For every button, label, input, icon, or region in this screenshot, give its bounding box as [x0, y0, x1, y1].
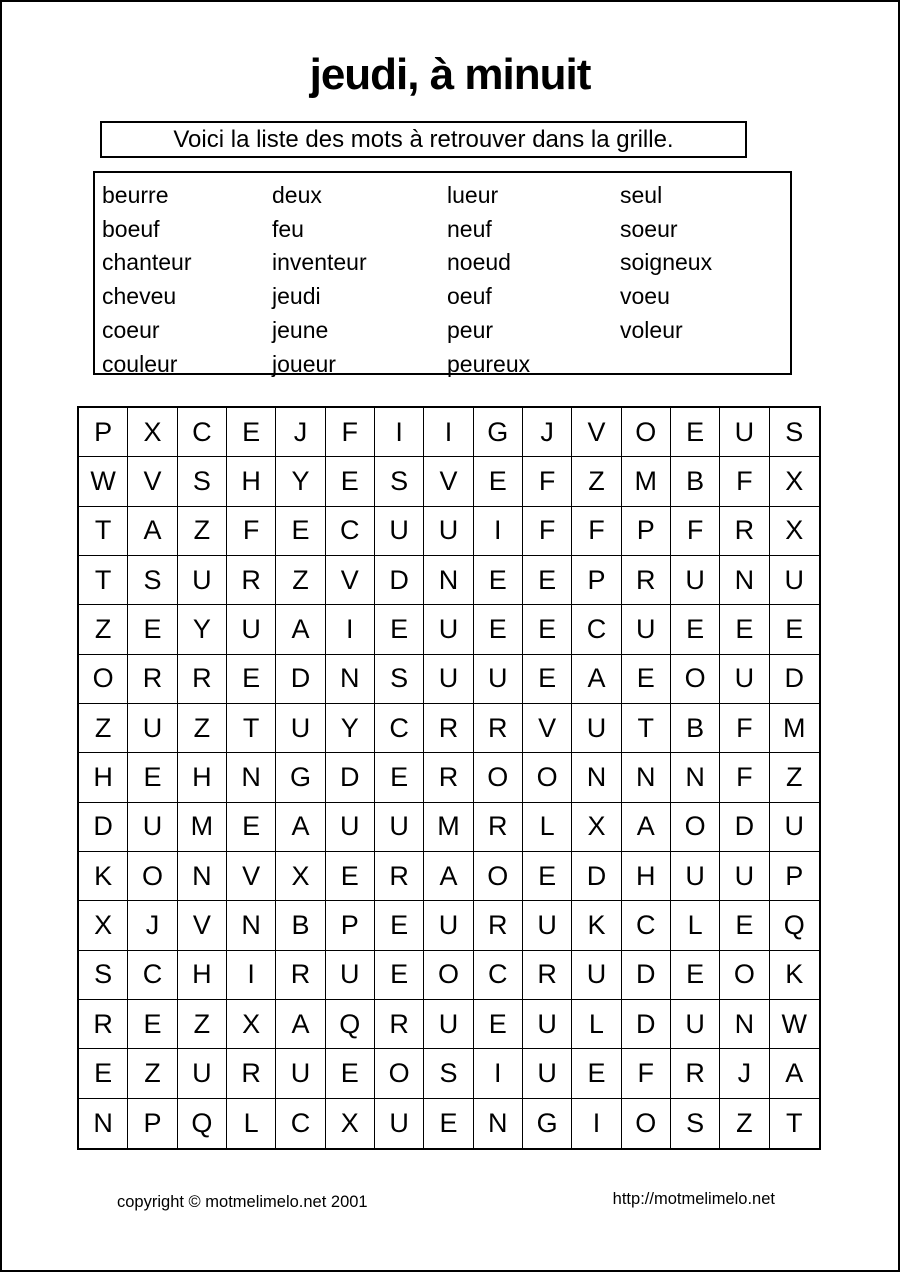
grid-cell: U: [424, 507, 473, 556]
grid-cell: F: [326, 408, 375, 457]
grid-cell: K: [770, 951, 819, 1000]
grid-cell: X: [572, 803, 621, 852]
grid-cell: X: [276, 852, 325, 901]
word-item: deux: [272, 182, 322, 208]
grid-cell: J: [276, 408, 325, 457]
grid-cell: U: [375, 507, 424, 556]
grid-cell: E: [375, 901, 424, 950]
grid-cell: Z: [178, 704, 227, 753]
grid-cell: R: [622, 556, 671, 605]
word-item: inventeur: [272, 249, 367, 276]
grid-cell: F: [671, 507, 720, 556]
grid-cell: O: [720, 951, 769, 1000]
grid-cell: O: [671, 803, 720, 852]
grid-cell: E: [375, 605, 424, 654]
grid-cell: F: [572, 507, 621, 556]
grid-cell: R: [671, 1049, 720, 1098]
word-item: voleur: [620, 316, 683, 343]
word-item: soigneux: [620, 249, 713, 276]
grid-cell: M: [770, 704, 819, 753]
grid-cell: G: [276, 753, 325, 802]
grid-cell: T: [79, 556, 128, 605]
grid-cell: U: [227, 605, 276, 654]
grid-cell: R: [474, 803, 523, 852]
grid-cell: E: [474, 605, 523, 654]
grid-cell: U: [523, 901, 572, 950]
grid-cell: R: [720, 507, 769, 556]
grid-cell: C: [474, 951, 523, 1000]
grid-cell: L: [227, 1099, 276, 1148]
grid-cell: X: [326, 1099, 375, 1148]
grid-cell: U: [720, 655, 769, 704]
word-item: boeuf: [102, 215, 160, 242]
grid-cell: A: [424, 852, 473, 901]
grid-cell: E: [523, 556, 572, 605]
grid-cell: X: [770, 457, 819, 506]
grid-cell: V: [326, 556, 375, 605]
word-item: oeuf: [447, 283, 492, 310]
grid-cell: I: [326, 605, 375, 654]
grid-cell: U: [424, 1000, 473, 1049]
word-item: lueur: [447, 182, 499, 208]
grid-cell: C: [622, 901, 671, 950]
grid-cell: Y: [326, 704, 375, 753]
grid-cell: G: [523, 1099, 572, 1148]
grid-cell: E: [474, 457, 523, 506]
grid-cell: N: [227, 901, 276, 950]
word-item: jeune: [272, 316, 329, 343]
grid-cell: Z: [79, 704, 128, 753]
grid-cell: H: [622, 852, 671, 901]
word-item: peur: [447, 316, 494, 343]
grid-cell: O: [622, 408, 671, 457]
grid-cell: U: [720, 408, 769, 457]
grid-cell: T: [79, 507, 128, 556]
grid-cell: F: [523, 457, 572, 506]
grid-cell: E: [523, 852, 572, 901]
grid-cell: S: [770, 408, 819, 457]
grid-cell: C: [128, 951, 177, 1000]
grid-cell: U: [424, 605, 473, 654]
grid-cell: F: [622, 1049, 671, 1098]
grid-cell: F: [523, 507, 572, 556]
word-item: feu: [272, 215, 304, 242]
website-url: http://motmelimelo.net: [612, 1190, 775, 1208]
grid-cell: R: [79, 1000, 128, 1049]
grid-cell: E: [326, 852, 375, 901]
grid-cell: R: [128, 655, 177, 704]
grid-cell: T: [227, 704, 276, 753]
grid-cell: V: [424, 457, 473, 506]
grid-cell: H: [178, 753, 227, 802]
grid-cell: Z: [770, 753, 819, 802]
grid-cell: U: [424, 655, 473, 704]
copyright-text: copyright © motmelimelo.net 2001: [117, 1193, 368, 1211]
grid-cell: D: [770, 655, 819, 704]
grid-cell: S: [178, 457, 227, 506]
grid-cell: T: [786, 1107, 803, 1138]
grid-cell: N: [227, 753, 276, 802]
grid-cell: E: [572, 1049, 621, 1098]
grid-cell: D: [326, 753, 375, 802]
grid-cell: E: [79, 1049, 128, 1098]
instruction-text: Voici la liste des mots à retrouver dans la grille.: [173, 125, 674, 153]
grid-cell: U: [128, 704, 177, 753]
grid-cell: E: [474, 1000, 523, 1049]
word-item: seul: [620, 182, 663, 208]
grid-cell: L: [671, 901, 720, 950]
grid-cell: R: [375, 852, 424, 901]
grid-cell: O: [474, 852, 523, 901]
grid-cell: E: [424, 1099, 473, 1148]
grid-cell: C: [326, 507, 375, 556]
grid-cell: I: [375, 408, 424, 457]
grid-cell: U: [276, 704, 325, 753]
grid-cell: S: [671, 1099, 720, 1148]
grid-cell: D: [622, 951, 671, 1000]
grid-cell: Q: [326, 1000, 375, 1049]
grid-cell: B: [671, 457, 720, 506]
word-item: noeud: [447, 249, 511, 276]
grid-cell: G: [474, 408, 523, 457]
grid-cell: E: [770, 605, 819, 654]
grid-cell: O: [671, 655, 720, 704]
grid-cell: H: [227, 457, 276, 506]
grid-cell: L: [523, 803, 572, 852]
grid-cell: E: [720, 605, 769, 654]
grid-cell: U: [770, 803, 819, 852]
grid-cell: C: [572, 605, 621, 654]
grid-cell: N: [424, 556, 473, 605]
grid-cell: Z: [276, 556, 325, 605]
grid-cell: E: [326, 1049, 375, 1098]
grid-cell: Z: [79, 605, 128, 654]
word-list-column: [447, 179, 530, 381]
grid-cell: O: [424, 951, 473, 1000]
grid-cell: Z: [128, 1049, 177, 1098]
grid-cell: H: [79, 753, 128, 802]
grid-cell: M: [178, 803, 227, 852]
grid-cell: R: [474, 901, 523, 950]
word-item: cheveu: [102, 283, 177, 310]
grid-cell: J: [523, 408, 572, 457]
grid-cell: U: [523, 1049, 572, 1098]
grid-cell: R: [424, 704, 473, 753]
grid-cell: Z: [572, 457, 621, 506]
grid-cell: J: [720, 1049, 769, 1098]
grid-cell: P: [572, 556, 621, 605]
grid-cell: U: [671, 852, 720, 901]
grid-cell: U: [326, 951, 375, 1000]
grid-cell: W: [770, 1000, 819, 1049]
grid-cell: D: [622, 1000, 671, 1049]
grid-cell: E: [128, 605, 177, 654]
grid-cell: P: [770, 852, 819, 901]
word-item: beurre: [102, 182, 169, 208]
grid-cell: W: [79, 457, 128, 506]
grid-cell: A: [128, 507, 177, 556]
grid-cell: X: [79, 901, 128, 950]
word-search-grid: [77, 406, 821, 1150]
word-item: joueur: [272, 350, 336, 377]
grid-cell: U: [523, 1000, 572, 1049]
word-item: soeur: [620, 215, 678, 242]
grid-cell: F: [720, 704, 769, 753]
grid-cell: N: [326, 655, 375, 704]
grid-cell: U: [720, 852, 769, 901]
grid-cell: Q: [770, 901, 819, 950]
grid-cell: Z: [178, 1000, 227, 1049]
grid-cell: M: [622, 457, 671, 506]
grid-cell: N: [79, 1099, 128, 1148]
word-list-column: [102, 179, 192, 381]
grid-cell: D: [375, 556, 424, 605]
grid-cell: C: [276, 1099, 325, 1148]
grid-cell: N: [622, 753, 671, 802]
grid-cell: F: [720, 457, 769, 506]
grid-cell: P: [622, 507, 671, 556]
grid-cell: N: [720, 556, 769, 605]
grid-cell: V: [128, 457, 177, 506]
grid-cell: E: [227, 655, 276, 704]
grid-cell: T: [622, 704, 671, 753]
grid-cell: A: [276, 605, 325, 654]
grid-cell: O: [622, 1099, 671, 1148]
grid-cell: U: [375, 1099, 424, 1148]
grid-cell: S: [375, 655, 424, 704]
grid-cell: R: [424, 753, 473, 802]
grid-cell: R: [227, 1049, 276, 1098]
grid-cell: B: [276, 901, 325, 950]
grid-cell: E: [128, 1000, 177, 1049]
grid-cell: U: [375, 803, 424, 852]
grid-cell: O: [474, 753, 523, 802]
grid-cell: S: [79, 951, 128, 1000]
grid-cell: E: [474, 556, 523, 605]
word-list-column: [620, 179, 712, 348]
grid-cell: I: [474, 1049, 523, 1098]
grid-cell: F: [227, 507, 276, 556]
grid-cell: O: [79, 655, 128, 704]
grid-cell: D: [720, 803, 769, 852]
word-item: coeur: [102, 316, 160, 343]
grid-cell: A: [622, 803, 671, 852]
grid-cell: E: [128, 753, 177, 802]
grid-cell: X: [770, 507, 819, 556]
word-item: chanteur: [102, 249, 192, 276]
grid-cell: E: [671, 408, 720, 457]
grid-cell: U: [178, 556, 227, 605]
grid-cell: K: [572, 901, 621, 950]
grid-cell: R: [474, 704, 523, 753]
grid-cell: S: [128, 556, 177, 605]
grid-cell: V: [572, 408, 621, 457]
grid-cell: J: [128, 901, 177, 950]
grid-cell: U: [671, 556, 720, 605]
grid-cell: B: [671, 704, 720, 753]
grid-cell: P: [326, 901, 375, 950]
grid-cell: Z: [720, 1099, 769, 1148]
grid-cell: D: [572, 852, 621, 901]
grid-cell: E: [720, 901, 769, 950]
grid-cell: M: [424, 803, 473, 852]
grid-cell: V: [523, 704, 572, 753]
grid-cell: O: [375, 1049, 424, 1098]
grid-cell: E: [671, 951, 720, 1000]
grid-cell: O: [128, 852, 177, 901]
grid-cell: N: [474, 1099, 523, 1148]
grid-cell: U: [424, 901, 473, 950]
grid-cell: U: [770, 556, 819, 605]
grid-cell: C: [178, 408, 227, 457]
grid-cell: N: [671, 753, 720, 802]
grid-cell: U: [671, 1000, 720, 1049]
grid-cell: U: [128, 803, 177, 852]
grid-cell: I: [572, 1099, 621, 1148]
grid-cell: N: [572, 753, 621, 802]
grid-cell: V: [178, 901, 227, 950]
grid-cell: E: [227, 408, 276, 457]
grid-cell: Q: [178, 1099, 227, 1148]
grid-cell: U: [276, 1049, 325, 1098]
grid-cell: R: [178, 655, 227, 704]
grid-cell: U: [326, 803, 375, 852]
grid-cell: H: [178, 951, 227, 1000]
grid-cell: E: [375, 753, 424, 802]
word-item: neuf: [447, 215, 492, 242]
grid-cell: D: [79, 803, 128, 852]
grid-cell: A: [572, 655, 621, 704]
grid-cell: P: [79, 408, 128, 457]
word-list-column: [272, 179, 367, 381]
grid-cell: E: [671, 605, 720, 654]
grid-cell: A: [770, 1049, 819, 1098]
grid-cell: O: [523, 753, 572, 802]
word-item: jeudi: [272, 283, 321, 310]
grid-cell: U: [474, 655, 523, 704]
grid-cell: F: [720, 753, 769, 802]
word-item: couleur: [102, 350, 178, 377]
grid-cell: V: [227, 852, 276, 901]
grid-cell: U: [622, 605, 671, 654]
grid-cell: E: [523, 605, 572, 654]
instruction-box: [100, 121, 747, 158]
word-item: peureux: [447, 350, 531, 377]
grid-cell: S: [424, 1049, 473, 1098]
grid-cell: R: [276, 951, 325, 1000]
grid-cell: C: [375, 704, 424, 753]
grid-cell: R: [523, 951, 572, 1000]
grid-cell: X: [128, 408, 177, 457]
word-list: [93, 171, 792, 375]
grid-cell: E: [622, 655, 671, 704]
grid-cell: E: [523, 655, 572, 704]
grid-cell: R: [375, 1000, 424, 1049]
grid-cell: N: [178, 852, 227, 901]
grid-cell: I: [474, 507, 523, 556]
grid-cell: U: [572, 951, 621, 1000]
grid-cell: A: [276, 1000, 325, 1049]
grid-cell: P: [128, 1099, 177, 1148]
grid-cell: D: [276, 655, 325, 704]
grid-cell: S: [375, 457, 424, 506]
grid-cell: U: [572, 704, 621, 753]
grid-cell: R: [227, 556, 276, 605]
word-item: voeu: [620, 283, 670, 310]
grid-cell: E: [326, 457, 375, 506]
grid-cell: L: [572, 1000, 621, 1049]
grid-cell: I: [424, 408, 473, 457]
grid-cell: X: [227, 1000, 276, 1049]
grid-cell: E: [227, 803, 276, 852]
grid-cell: U: [178, 1049, 227, 1098]
grid-cell: E: [375, 951, 424, 1000]
grid-cell: A: [276, 803, 325, 852]
page-title: jeudi, à minuit: [309, 50, 591, 99]
grid-cell: E: [276, 507, 325, 556]
grid-cell: Y: [276, 457, 325, 506]
grid-cell: I: [227, 951, 276, 1000]
grid-cell: K: [79, 852, 128, 901]
grid-cell: Y: [178, 605, 227, 654]
grid-cell: N: [720, 1000, 769, 1049]
grid-cell: Z: [178, 507, 227, 556]
